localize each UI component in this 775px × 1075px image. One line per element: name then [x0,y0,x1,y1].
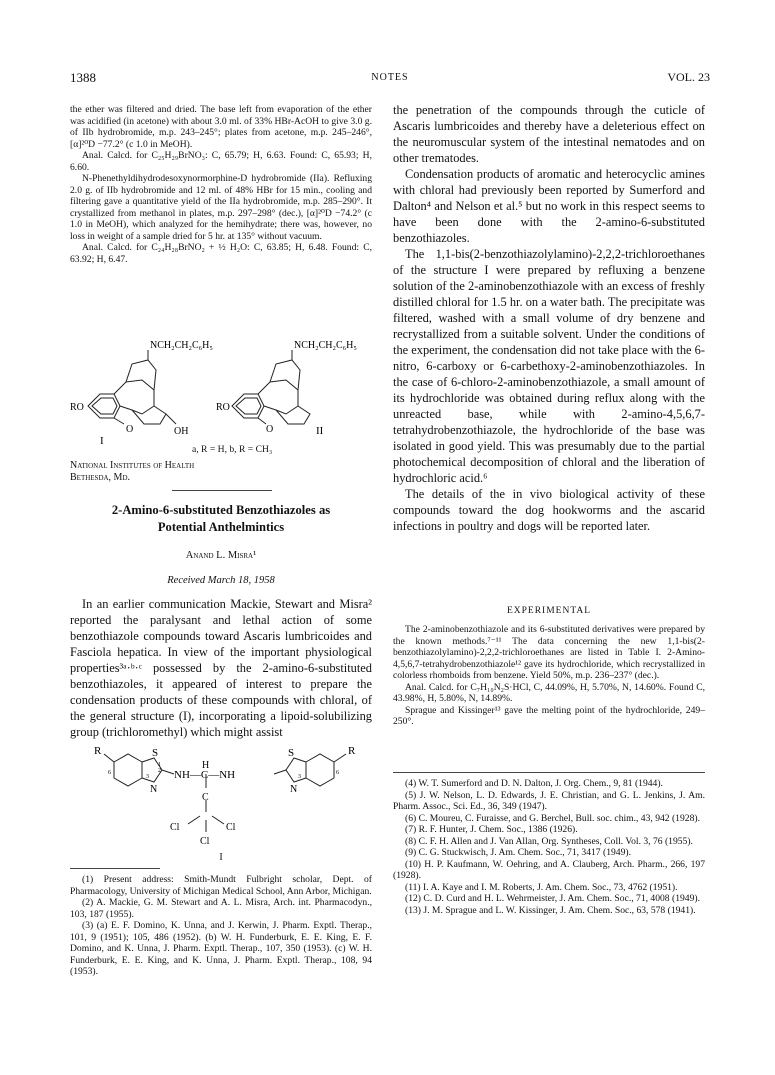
footnote: (11) I. A. Kaye and I. M. Roberts, J. Am. Chem. Soc., 73, 4762 (1951). [405,881,678,893]
footnote: (5) J. W. Nelson, L. D. Edwards, J. E. Christian, and G. L. Jenkins, J. Am. Pharm. Assoc., Sci. Ed., 36, 349 (1947). [393,789,705,812]
footnote-divider [70,868,160,869]
intro-text [70,596,372,740]
struct3-h: H [202,760,210,771]
struct3-n-right: N [290,784,298,795]
struct2-substituent: NCH₂CH₂C₆H₅ [294,340,357,351]
footnote: (3) (a) E. F. Domino, K. Unna, and J. Kerwin, J. Pharm. Exptl. Therap., 101, 9 (1951); 105, 486 (1952). (b) W. H. Funderburk, E. E. King, E. F. Domino, and K. Unna, J. Pharm. Exptl. Therap., 107, 350 (1953). (c) W. H. Funderburk, E. E. King, and K. Unna, J. Pharm. Exptl. Therap., 108, 94 (1953). [70,920,372,977]
received-date: Received March 18, 1958 [167,575,275,586]
affiliation [70,460,372,484]
ring-number: 3 [146,774,149,780]
ring-number: 1 [158,762,161,768]
paragraph: the penetration of the compounds through the cuticle of Ascaris lumbricoides and thereby have a deleterious effect on the neuromuscular system of the intestinal nematodes and on other trematodes. [393,103,705,165]
footnote: (1) Present address: Smith-Mundt Fulbright scholar, Dept. of Pharmacology, University of Michigan Medical School, Ann Arbor, Michigan. [70,874,372,897]
article-author: Anand L. Misra¹ [185,550,257,561]
struct1-oxygen: O [126,424,134,435]
footnote: (7) R. F. Hunter, J. Chem. Soc., 1386 (1926). [405,824,578,835]
footnote: (2) A. Mackie, G. M. Stewart and A. L. Misra, Arch. int. Pharmacodyn., 103, 187 (1955). [70,897,372,920]
right-body-text [393,102,705,534]
footnote: (13) J. M. Sprague and L. W. Kissinger, J. Am. Chem. Soc., 63, 578 (1941). [405,904,696,916]
struct3-s-right: S [288,747,295,759]
footnote: (6) C. Moureu, C. Furaisse, and G. Berchel, Bull. soc. chim., 43, 942 (1928). [405,812,700,824]
struct1-substituent: NCH₂CH₂C₆H₅ [150,340,213,351]
section-divider [393,772,705,773]
struct3-cl-bottom: Cl [200,836,210,847]
struct3-c: C [202,792,209,803]
struct1-label: I [100,435,104,446]
affiliation-line-1: National Institutes of Health [70,460,195,471]
morphine-structures-figure [70,334,372,446]
struct2-label: II [316,425,324,437]
footnote: (9) C. G. Stuckwisch, J. Am. Chem. Soc., 71, 3417 (1949). [405,847,631,858]
divider [172,490,272,491]
struct1-ro: RO [70,402,84,413]
page-header [70,70,710,86]
ring-number: 2 [158,768,161,774]
paragraph: the ether was filtered and dried. The base left from evaporation of the ether was acidified (in acetone) with about 3.0 ml. of 33% HBr-AcOH to give 3.0 g. of IIb hydrobromide, m.p. 243–245°; plates from acetone, m.p. 245–246°, [α]²⁰D −77.2° (c 1.0 in MeOH). [70,104,372,150]
paragraph: The 2-aminobenzothiazole and its 6-substituted derivatives were prepared by the known methods.⁷⁻¹¹ The data concerning the new 1,1-bis(2-benzothiazolylamino)-2,2,2-trichloroethanes are listed in Table I. 2-Amino-4,5,6,7-tetrahydrobenzothiazole¹² gave its hydrochloride, which recrystallized in colorless rhomboids from benzene. Yield 50%, m.p. 236–237° (dec.). [393,624,705,681]
struct1-oh: OH [174,426,189,437]
article-title-line-1: 2-Amino-6-substituted Benzothiazoles as [111,503,331,517]
volume-label: VOL. 23 [667,70,710,84]
article-title-line-2: Potential Anthelmintics [157,520,285,534]
analysis-line: Anal. Calcd. for C₇H₁₀N₂S·HCl, C, 44.09%, H, 5.70%, N, 14.60%. Found C, 43.98%, H, 5.80%, N, 14.89%. [393,681,705,704]
footnote: (12) C. D. Curd and H. L. Wehrmeister, J. Am. Chem. Soc., 71, 4008 (1949). [405,893,700,904]
experimental-heading: EXPERIMENTAL [506,606,592,616]
struct3-label: I [219,852,223,863]
ring-number: 6 [336,770,339,776]
paragraph: In an earlier communication Mackie, Stewart and Misra² reported the paralysant and lethal action of some benzothiazole compounds toward Ascaris lumbricoides and Fasciola hepatica. In view of the important physiological properties³ᵃ·ᵇ·ᶜ possessed by the 2-amino-6-substituted benzothiazoles, it appeared of interest to prepare the condensation products of these compounds with chloral, of the general structure (I), incorporating a lipoid-solubilizing group (trichloromethyl) which might assist [70,597,372,739]
running-head: NOTES [371,72,409,83]
paragraph: Condensation products of aromatic and heterocyclic amines with chloral had previously been reported by Sumerford and Dalton⁴ and Nelson et al.⁵ but no work in this respect seems to have been done with the 2-amino-6-substituted benzothiazoles. [393,167,705,245]
footnotes-right [393,778,705,916]
struct3-n-left: N [150,784,158,795]
paragraph: N-Phenethyldihydrodesoxynormorphine-D hydrobromide (IIa). Refluxing 2.0 g. of IIb hydrobromide and 12 ml. of 48% HBr for 15 min., cooling and filtering gave a quantitative yield of the IIa hydrobromide, m.p. 285–290°. It crystallized from methanol in plates, m.p. 297–298° (dec.), [α]²⁰D −74.2° (c 1.0 in MeOH), which analyzed for the hemihydrate; there was, however, no loss in weight of a sample dried for 5 hr. at 135° without vacuum. [70,173,372,242]
ring-number: 3 [298,774,301,780]
struct3-cl-left: Cl [170,822,180,833]
struct2-oxygen: O [266,424,274,435]
footnote: (8) C. F. H. Allen and J. Van Allan, Org. Syntheses, Coll. Vol. 3, 76 (1955). [405,835,693,847]
struct3-bridge: NH—C—NH [174,769,236,781]
footnotes-left [70,874,372,978]
left-top-text [70,104,372,265]
footnote: (10) H. P. Kaufmann, W. Oehring, and A. Clauberg, Arch. Pharm., 266, 197 (1928). [393,858,705,881]
struct3-s-left: S [152,747,159,759]
experimental-section [393,606,705,728]
benzothiazole-structure-figure [70,740,372,852]
struct3-cl-right: Cl [226,822,236,833]
analysis-line: Anal. Calcd. for C₂₅H₂₉BrNO₃: C, 65.79; H, 6.63. Found: C, 65.93; H, 6.60. [70,150,372,173]
footnote: (4) W. T. Sumerford and D. N. Dalton, J. Org. Chem., 9, 81 (1944). [405,778,663,789]
struct3-r-left: R [94,745,102,757]
page-number: 1388 [70,70,96,85]
affiliation-line-2: Bethesda, Md. [70,472,131,483]
struct2-caption: a, R = H, b, R = CH₃ [192,444,273,455]
paragraph: The 1,1-bis(2-benzothiazolylamino)-2,2,2-trichloroethanes of the structure I were prepared by refluxing a benzene solution of the 2-aminobenzothiazole with an excess of freshly distilled chloral for 1.5 hr. on a water bath. The precipitate was filtered, washed with a small volume of dry benzene and recrystallized from a suitable solvent. Under the conditions of the experiment, the condensation did not take place with the 6-nitro, 6-carboxy or 6-carbethoxy-2-aminobenzothiazoles. In the case of 6-chloro-2-aminobenzothiazole, a small amount of its hydrochloride was obtained during reflux along with the unreacted base, while with 2-amino-4,5,6,7-tetrahydrobenzothiazole, the hydrochloride of the base was isolated in good yield. This was presumably due to the partial photochemical decomposition of chloral and the liberation of hydrochloric acid.⁶ [393,247,705,485]
paragraph: Sprague and Kissinger¹³ gave the melting point of the hydrochloride, 249–250°. [393,704,705,727]
article-heading [70,502,372,586]
analysis-line: Anal. Calcd. for C₂₄H₂₈BrNO₂ + ½ H₂O: C, 63.85; H, 6.48. Found: C, 63.92; H, 6.47. [70,242,372,265]
paragraph: The details of the in vivo biological activity of these compounds toward the dog hookworms and the ascarid infections in poultry and dogs will be reported later. [393,487,705,533]
struct3-r-right: R [348,745,356,757]
ring-number: 6 [108,770,111,776]
struct2-ro: RO [216,402,230,413]
